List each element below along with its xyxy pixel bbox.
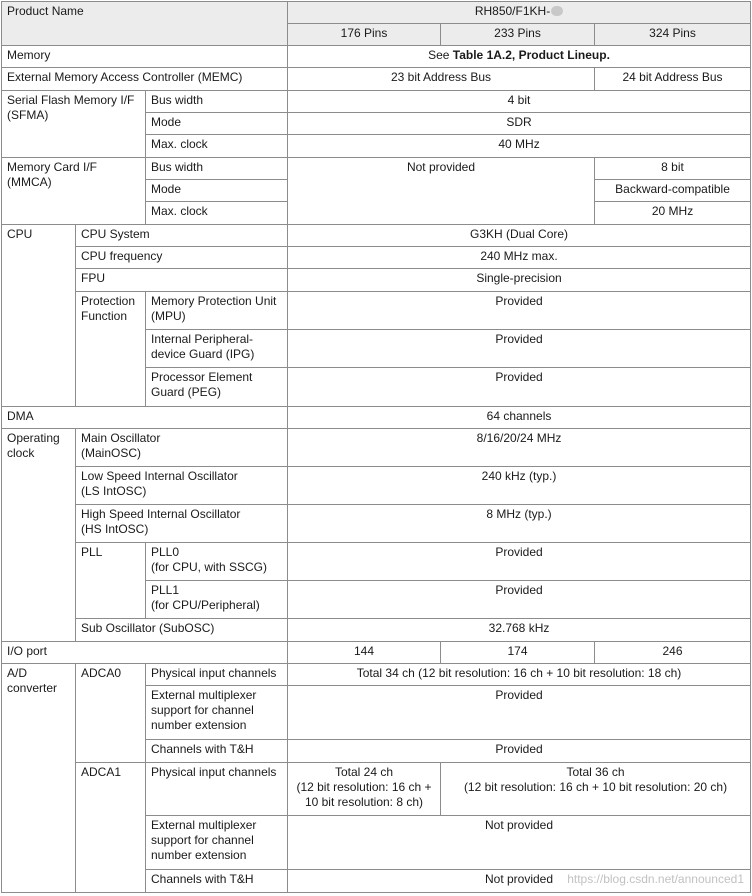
sfma-mode-label: Mode [146, 113, 288, 135]
io-port-label: I/O port [2, 642, 288, 664]
main-osc-label [76, 429, 288, 467]
pins-233-header: 233 Pins [441, 24, 595, 46]
table-row [2, 543, 751, 581]
memc-value-176-233: 23 bit Address Bus [288, 68, 595, 91]
table-row [2, 91, 751, 113]
mmca-mode-value: Backward-compatible [595, 180, 751, 202]
hs-intosc-value: 8 MHz (typ.) [288, 505, 751, 543]
cpu-frequency-label: CPU frequency [76, 247, 288, 269]
family-header [288, 2, 751, 24]
memory-value-prefix: See [428, 48, 453, 62]
table-row [2, 292, 751, 330]
fpu-value: Single-precision [288, 269, 751, 292]
sfma-label [2, 91, 146, 158]
operating-clock-label-line: clock [7, 446, 35, 460]
adca1-physical-233-324 [441, 763, 751, 816]
sfma-bus-width-label: Bus width [146, 91, 288, 113]
table-row [2, 642, 751, 664]
peg-label-line: Guard (PEG) [151, 385, 222, 399]
adca1-mux-value: Not provided [288, 816, 751, 870]
table-row [2, 664, 751, 686]
ad-converter-label [2, 664, 76, 893]
dma-value: 64 channels [288, 407, 751, 429]
redacted-mark [551, 6, 563, 16]
adca0-mux-label-line: support for channel [151, 703, 254, 717]
pins-324-header: 324 Pins [595, 24, 751, 46]
memory-label: Memory [2, 46, 288, 68]
adca0-mux-label-line: number extension [151, 718, 247, 732]
sfma-max-clock-label: Max. clock [146, 135, 288, 158]
family-name: RH850/F1KH- [474, 4, 551, 18]
adca0-mux-label [146, 686, 288, 740]
pins-176-header: 176 Pins [288, 24, 441, 46]
adca1-physical-233-324-line: (12 bit resolution: 16 ch + 10 bit resolution: 20 ch) [463, 780, 728, 794]
ipg-label [146, 330, 288, 368]
pll0-value: Provided [288, 543, 751, 581]
table-row [2, 429, 751, 467]
adca1-th-label: Channels with T&H [146, 870, 288, 893]
mmca-label-line: (MMCA) [7, 175, 52, 189]
peg-value: Provided [288, 368, 751, 407]
memory-value [288, 46, 751, 68]
protection-function-label [76, 292, 146, 407]
operating-clock-label-line: Operating [7, 431, 60, 445]
operating-clock-label [2, 429, 76, 642]
table-row [2, 68, 751, 91]
adca1-physical-label: Physical input channels [146, 763, 288, 816]
adca1-mux-label-line: External multiplexer [151, 818, 257, 832]
cpu-frequency-value: 240 MHz max. [288, 247, 751, 269]
mpu-value: Provided [288, 292, 751, 330]
mpu-label [146, 292, 288, 330]
sfma-mode-value: SDR [288, 113, 751, 135]
sfma-bus-width-value: 4 bit [288, 91, 751, 113]
adca1-th-value: Not provided [288, 870, 751, 893]
dma-label: DMA [2, 407, 288, 429]
main-osc-label-line: (MainOSC) [81, 446, 142, 460]
adca0-mux-label-line: External multiplexer [151, 688, 257, 702]
pll0-label-line: (for CPU, with SSCG) [151, 560, 268, 574]
main-osc-value: 8/16/20/24 MHz [288, 429, 751, 467]
adca0-physical-value: Total 34 ch (12 bit resolution: 16 ch + 10 bit resolution: 18 ch) [288, 664, 751, 686]
adca1-mux-label-line: number extension [151, 848, 247, 862]
table-row [2, 225, 751, 247]
adca1-physical-176-line: Total 24 ch [334, 765, 394, 779]
protection-label-line: Function [81, 309, 128, 323]
io-port-176: 144 [288, 642, 441, 664]
pll1-value: Provided [288, 581, 751, 619]
protection-label-line: Protection [81, 294, 136, 308]
adca1-mux-label-line: support for channel [151, 833, 254, 847]
sub-osc-label: Sub Oscillator (SubOSC) [76, 619, 288, 642]
table-row [2, 269, 751, 292]
ipg-label-line: Internal Peripheral- [151, 332, 254, 346]
adca1-physical-176 [288, 763, 441, 816]
mmca-bus-width-value: 8 bit [595, 158, 751, 180]
adca1-label: ADCA1 [76, 763, 146, 893]
table-row [2, 407, 751, 429]
ad-converter-label-line: converter [7, 681, 58, 695]
cpu-label: CPU [2, 225, 76, 407]
io-port-324: 246 [595, 642, 751, 664]
mmca-not-provided: Not provided [288, 158, 595, 225]
table-row [2, 505, 751, 543]
adca0-label: ADCA0 [76, 664, 146, 763]
adca0-th-value: Provided [288, 740, 751, 763]
sfma-label-line: (SFMA) [7, 108, 49, 122]
watermark-text: https://blog.csdn.net/announced1 [567, 872, 744, 886]
table-row [2, 158, 751, 180]
pll1-label-line: PLL1 [151, 583, 180, 597]
ipg-label-line: device Guard (IPG) [151, 347, 255, 361]
table-row [2, 467, 751, 505]
pll1-label [146, 581, 288, 619]
ipg-value: Provided [288, 330, 751, 368]
adca0-mux-value: Provided [288, 686, 751, 740]
adca1-physical-233-324-line: Total 36 ch [566, 765, 625, 779]
memory-table-reference: Table 1A.2, Product Lineup. [452, 48, 610, 62]
ls-intosc-label [76, 467, 288, 505]
table-row [2, 619, 751, 642]
table-row [2, 46, 751, 68]
ls-intosc-label-line: (LS IntOSC) [81, 484, 147, 498]
io-port-233: 174 [441, 642, 595, 664]
main-osc-label-line: Main Oscillator [81, 431, 161, 445]
mmca-max-clock-label: Max. clock [146, 202, 288, 225]
mmca-label-line: Memory Card I/F [7, 160, 98, 174]
pll1-label-line: (for CPU/Peripheral) [151, 598, 260, 612]
pll-label: PLL [76, 543, 146, 619]
table-row [2, 247, 751, 269]
adca0-th-label: Channels with T&H [146, 740, 288, 763]
pll0-label [146, 543, 288, 581]
adca1-physical-176-line: (12 bit resolution: 16 ch + [296, 780, 432, 794]
mpu-label-line: Memory Protection Unit [151, 294, 277, 308]
cpu-system-value: G3KH (Dual Core) [288, 225, 751, 247]
header-row-family [2, 2, 751, 24]
fpu-label: FPU [76, 269, 288, 292]
ls-intosc-value: 240 kHz (typ.) [288, 467, 751, 505]
pll0-label-line: PLL0 [151, 545, 180, 559]
hs-intosc-label-line: High Speed Internal Oscillator [81, 507, 241, 521]
mmca-max-clock-value: 20 MHz [595, 202, 751, 225]
mmca-label [2, 158, 146, 225]
table-row [2, 763, 751, 816]
mmca-bus-width-label: Bus width [146, 158, 288, 180]
cpu-system-label: CPU System [76, 225, 288, 247]
hs-intosc-label [76, 505, 288, 543]
peg-label-line: Processor Element [151, 370, 253, 384]
mpu-label-line: (MPU) [151, 309, 186, 323]
adca1-physical-176-line: 10 bit resolution: 8 ch) [304, 795, 424, 809]
spec-table [1, 1, 751, 893]
hs-intosc-label-line: (HS IntOSC) [81, 522, 149, 536]
sfma-label-line: Serial Flash Memory I/F [7, 93, 135, 107]
memc-label: External Memory Access Controller (MEMC) [2, 68, 288, 91]
ls-intosc-label-line: Low Speed Internal Oscillator [81, 469, 238, 483]
sfma-max-clock-value: 40 MHz [288, 135, 751, 158]
memc-value-324: 24 bit Address Bus [595, 68, 751, 91]
peg-label [146, 368, 288, 407]
ad-converter-label-line: A/D [7, 666, 28, 680]
product-name-header: Product Name [2, 2, 288, 46]
sub-osc-value: 32.768 kHz [288, 619, 751, 642]
adca1-mux-label [146, 816, 288, 870]
mmca-mode-label: Mode [146, 180, 288, 202]
adca0-physical-label: Physical input channels [146, 664, 288, 686]
